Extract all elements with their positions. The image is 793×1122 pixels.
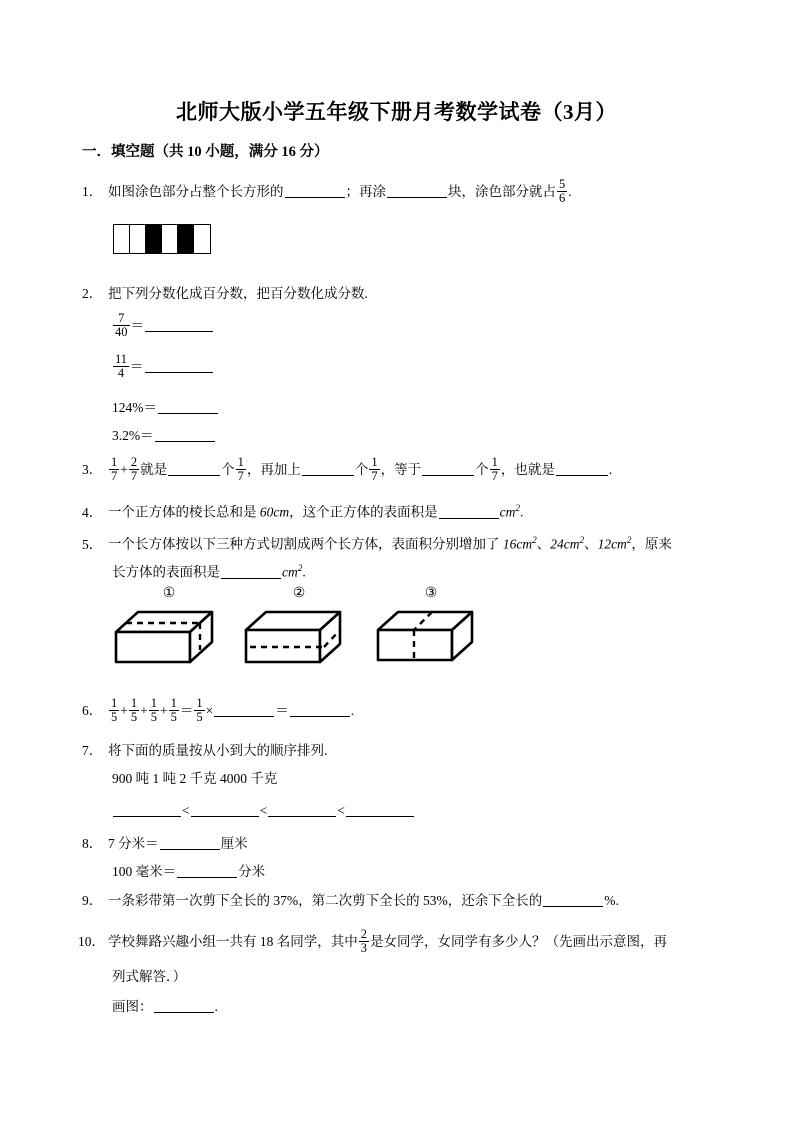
- question-6-fraction-1-numerator: 1: [111, 696, 118, 710]
- question-10-text-a: 学校舞路兴趣小组一共有 18 名同学，其中: [108, 933, 358, 949]
- question-1-fraction: [557, 178, 567, 205]
- question-3-fraction-5: [490, 456, 500, 483]
- cuboid-figure-1-label: ①: [162, 586, 176, 601]
- question-10-line-1: [78, 928, 667, 955]
- cuboid-figures-group: [112, 586, 492, 678]
- shaded-rectangle-strip-figure: [113, 224, 211, 254]
- question-6-plus-3: +: [160, 702, 168, 718]
- question-6-fraction-3-denominator: 5: [150, 709, 157, 724]
- question-10-line-2: [112, 966, 186, 988]
- question-2-text: 把下列分数化成百分数，把百分数化成分数.: [108, 286, 368, 301]
- question-5-separator-2: 、: [584, 536, 598, 552]
- question-3-text-3: ，再加上: [246, 461, 301, 477]
- question-2-item-1-equals: ＝: [130, 317, 144, 333]
- question-6-fraction-4-denominator: 5: [170, 709, 177, 724]
- question-2: [82, 283, 368, 305]
- question-10-blank[interactable]: [154, 999, 214, 1013]
- question-1-text-b: ；再涂: [345, 183, 386, 199]
- question-7-values: [112, 768, 277, 790]
- question-4: [82, 497, 523, 524]
- question-10-line-3: [112, 996, 218, 1018]
- question-10-text-d: 画图：: [112, 999, 153, 1014]
- question-6-equals-1: ＝: [179, 702, 194, 718]
- question-5-value-1: 16cm: [502, 536, 533, 552]
- question-2-item-3-value: 124%: [112, 400, 144, 415]
- question-3-period: .: [608, 461, 613, 477]
- cuboid-1-icon: [112, 604, 220, 678]
- question-7-number: 7．: [82, 743, 103, 758]
- question-2-item-1-numerator: 7: [118, 311, 125, 325]
- question-10-period: .: [214, 999, 218, 1014]
- question-6-blank-1[interactable]: [214, 703, 274, 717]
- page-title: 北师大版小学五年级下册月考数学试卷（3月）: [176, 100, 617, 124]
- question-10-fraction-numerator: 2: [360, 927, 367, 941]
- question-3-text-4: 个: [354, 461, 369, 477]
- question-10-text-c: 列式解答．）: [112, 969, 187, 984]
- question-5-unit: cm: [282, 564, 298, 580]
- question-3-fraction-2-numerator: 2: [130, 455, 138, 469]
- question-4-unit-exponent: 2: [515, 503, 520, 513]
- question-2-item-4: [112, 425, 216, 447]
- question-5-period: .: [302, 564, 306, 580]
- question-3-text-7: ，也就是: [500, 461, 555, 477]
- question-2-item-1-denominator: 40: [115, 324, 128, 339]
- question-5-line-1: [82, 529, 672, 556]
- question-8-text-b: 厘米: [220, 836, 248, 851]
- question-9-blank[interactable]: [543, 893, 603, 907]
- question-1-number: 1．: [82, 183, 103, 199]
- question-10-number: 10．: [78, 933, 105, 949]
- section-header-fill-in-blanks: 一．填空题（共 10 小题，满分 16 分）: [82, 144, 329, 160]
- question-5-text-b: ，原来: [631, 536, 672, 552]
- question-3-fraction-1-numerator: 1: [111, 455, 118, 469]
- question-3-text-6: 个: [475, 461, 489, 477]
- question-7-blank-1[interactable]: [113, 803, 181, 817]
- question-5-value-2-exponent: 2: [579, 535, 585, 545]
- question-3: [82, 456, 612, 483]
- question-6-plus-1: +: [120, 702, 128, 718]
- question-3-fraction-1: [109, 456, 119, 483]
- question-5-text-c: 长方体的表面积是: [112, 564, 220, 580]
- question-4-text-a: 一个正方体的棱长总和是: [108, 504, 260, 520]
- question-2-item-3: [112, 397, 219, 419]
- question-5-number: 5．: [82, 536, 103, 552]
- question-3-text-5: ，等于: [380, 461, 422, 477]
- question-2-item-4-value: 3.2%: [112, 428, 141, 443]
- question-5-line-2: [112, 557, 306, 584]
- strip-cell-4: [162, 225, 178, 253]
- strip-cell-6: [194, 225, 210, 253]
- question-3-fraction-4: [369, 456, 379, 483]
- question-3-fraction-3: [236, 456, 246, 483]
- question-1-blank-2[interactable]: [387, 184, 447, 198]
- question-8-text-c: 100 毫米＝: [112, 864, 177, 879]
- strip-cell-2: [130, 225, 146, 253]
- question-3-fraction-3-denominator: 7: [237, 468, 244, 483]
- question-6-fraction-2: [129, 697, 139, 724]
- question-3-fraction-2-denominator: 7: [130, 468, 138, 483]
- question-8-line-2: [112, 861, 265, 883]
- question-4-value: 60cm: [259, 504, 290, 520]
- strip-cell-5-filled: [178, 225, 194, 253]
- question-3-fraction-4-denominator: 7: [371, 468, 378, 483]
- question-3-blank-1[interactable]: [168, 462, 220, 476]
- question-2-item-2-numerator: 11: [115, 352, 128, 366]
- question-1-text-c: 块，涂色部分就占: [448, 183, 556, 199]
- question-7-lt-2: <: [259, 803, 268, 818]
- question-2-item-4-blank[interactable]: [155, 428, 215, 442]
- question-6-plus-2: +: [140, 702, 148, 718]
- question-6-fraction-2-numerator: 1: [130, 696, 138, 710]
- question-1-period: .: [568, 183, 572, 199]
- question-2-item-1-fraction: [113, 312, 130, 339]
- question-7-blank-2[interactable]: [191, 803, 259, 817]
- strip-cell-1: [114, 225, 130, 253]
- question-9: [82, 890, 619, 912]
- question-6-number: 6．: [82, 702, 103, 718]
- question-3-fraction-2: [129, 456, 139, 483]
- question-6-period: .: [350, 702, 355, 718]
- question-5-value-3: 12cm: [597, 536, 627, 552]
- question-5-value-3-exponent: 2: [626, 535, 632, 545]
- question-8-blank-2[interactable]: [177, 864, 237, 878]
- question-9-number: 9．: [82, 893, 103, 908]
- cuboid-figure-3: [374, 586, 496, 678]
- question-6-fraction-3-numerator: 1: [150, 696, 157, 710]
- question-4-blank[interactable]: [439, 505, 499, 519]
- question-7-value-list: 900 吨 1 吨 2 千克 4000 千克: [112, 771, 278, 786]
- question-9-text-a: 一条彩带第一次剪下全长的 37%，第二次剪下全长的 53%，还余下全长的: [108, 893, 543, 908]
- question-5-blank[interactable]: [221, 565, 281, 579]
- question-4-number: 4．: [82, 504, 103, 520]
- question-8-line-1: [82, 833, 248, 855]
- question-7-lt-1: <: [182, 803, 190, 818]
- question-2-item-2-equals: ＝: [130, 358, 144, 374]
- question-2-item-3-blank[interactable]: [158, 400, 218, 414]
- question-1: [82, 178, 572, 205]
- question-5-text-a: 一个长方体按以下三种方式切割成两个长方体，表面积分别增加了: [108, 536, 503, 552]
- question-10-text-b: 是女同学，女同学有多少人？（先画出示意图，再: [370, 933, 667, 949]
- question-2-item-2-blank[interactable]: [145, 359, 213, 373]
- question-3-blank-4[interactable]: [556, 462, 608, 476]
- question-10-fraction-denominator: 3: [360, 940, 367, 955]
- question-7-answer-row: [112, 800, 415, 822]
- question-6-fraction-4: [169, 697, 179, 724]
- cuboid-3-icon: [374, 604, 482, 678]
- question-6-fraction-5: [194, 697, 204, 724]
- question-8-text-a: 7 分米＝: [108, 836, 159, 851]
- question-8-number: 8．: [82, 836, 103, 851]
- cuboid-figure-1: [112, 586, 234, 678]
- question-6-fraction-5-denominator: 5: [196, 709, 203, 724]
- question-5-unit-exponent: 2: [297, 563, 303, 573]
- question-6-fraction-1: [109, 697, 119, 724]
- question-5-separator-1: 、: [536, 536, 551, 552]
- question-2-item-1-blank[interactable]: [145, 318, 213, 332]
- question-7-blank-4[interactable]: [346, 803, 414, 817]
- question-4-unit: cm: [499, 504, 516, 520]
- question-4-text-b: ，这个正方体的表面积是: [289, 504, 438, 520]
- question-3-plus: +: [120, 461, 128, 477]
- question-6-times: ×: [205, 702, 214, 718]
- question-7-lt-3: <: [337, 803, 345, 818]
- question-6-blank-2[interactable]: [290, 703, 350, 717]
- question-3-text-2: 个: [221, 461, 235, 477]
- question-6: [82, 697, 354, 724]
- cuboid-2-icon: [242, 604, 350, 678]
- question-6-fraction-2-denominator: 5: [130, 709, 138, 724]
- question-3-number: 3．: [82, 461, 103, 477]
- question-2-item-2: [112, 353, 214, 380]
- question-7-text: 将下面的质量按从小到大的顺序排列.: [108, 743, 328, 758]
- cuboid-figure-2: [242, 586, 364, 678]
- question-3-fraction-3-numerator: 1: [237, 455, 244, 469]
- question-5-value-1-exponent: 2: [532, 535, 537, 545]
- question-4-period: .: [519, 504, 524, 520]
- question-1-fraction-numerator: 5: [559, 177, 566, 191]
- question-2-item-2-denominator: 4: [113, 366, 129, 380]
- question-3-fraction-5-denominator: 7: [491, 468, 498, 483]
- question-3-fraction-5-numerator: 1: [491, 455, 498, 469]
- question-2-item-4-equals: ＝: [140, 428, 154, 443]
- question-7-blank-3[interactable]: [268, 803, 336, 817]
- question-3-blank-3[interactable]: [422, 462, 474, 476]
- question-2-item-2-fraction: [113, 353, 129, 380]
- question-3-fraction-1-denominator: 7: [111, 468, 118, 483]
- question-6-equals-2: ＝: [275, 702, 289, 718]
- question-2-item-3-equals: ＝: [143, 400, 157, 415]
- question-3-blank-2[interactable]: [302, 462, 354, 476]
- question-1-fraction-denominator: 6: [559, 190, 566, 205]
- question-3-text-1: 就是: [140, 461, 168, 477]
- cuboid-figure-2-label: ②: [292, 586, 306, 601]
- question-9-text-b: %.: [604, 893, 619, 908]
- question-2-item-1: [112, 312, 214, 339]
- question-1-text-a: 如图涂色部分占整个长方形的: [108, 183, 284, 199]
- question-8-text-d: 分米: [238, 864, 266, 879]
- question-5-value-2: 24cm: [550, 536, 580, 552]
- question-10-fraction: [359, 928, 369, 955]
- question-7: [82, 740, 327, 762]
- question-6-fraction-4-numerator: 1: [170, 696, 177, 710]
- question-6-fraction-3: [149, 697, 159, 724]
- question-2-number: 2．: [82, 286, 103, 301]
- question-6-fraction-1-denominator: 5: [111, 709, 118, 724]
- cuboid-figure-3-label: ③: [424, 586, 438, 601]
- question-6-fraction-5-numerator: 1: [196, 696, 203, 710]
- question-8-blank-1[interactable]: [160, 836, 220, 850]
- question-3-fraction-4-numerator: 1: [371, 455, 378, 469]
- strip-cell-3-filled: [146, 225, 162, 253]
- question-1-blank-1[interactable]: [285, 184, 345, 198]
